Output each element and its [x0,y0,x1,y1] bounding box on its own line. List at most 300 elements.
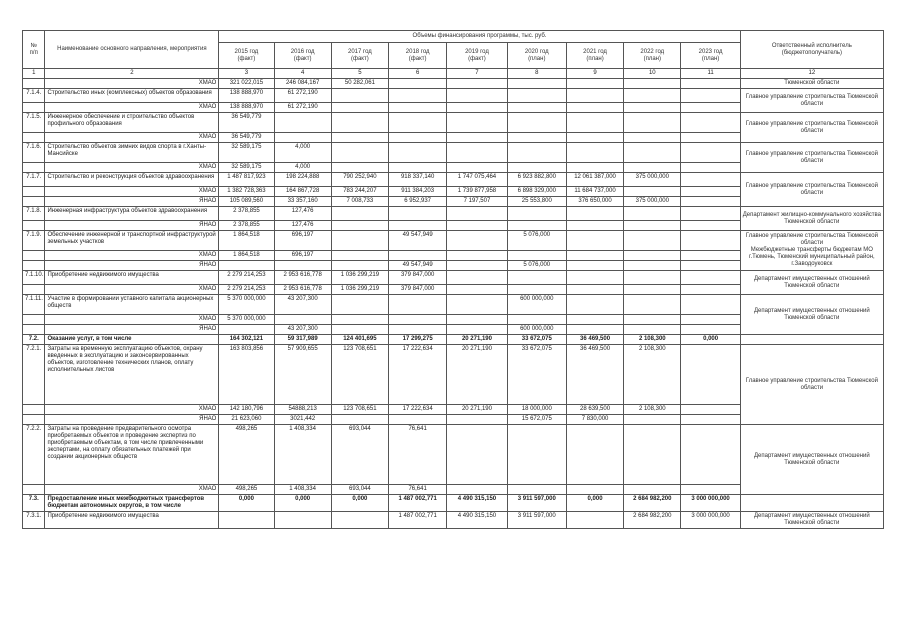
row-number [23,79,45,89]
value-cell [681,187,740,197]
value-cell: 163 803,856 [219,345,274,405]
table-row [23,79,884,89]
region-label: ХМАО [45,251,219,261]
value-cell [566,512,623,529]
value-cell [447,221,507,231]
measure-name: Затраты на проведение предварительного осмотра приобретаемых объектов и проведение экспертиз по приобретаемым объектам, в том числе привлеченными экспертами, на оплату обязательных платежей при создании акционерных обществ [45,425,219,485]
value-cell [389,103,447,113]
value-cell: 693,044 [331,485,388,495]
value-cell [274,512,331,529]
value-cell [507,89,566,103]
header-year: 2021 год (план) [566,43,623,69]
header-executor: Ответственный исполнитель (бюджетополучатель) [740,31,883,69]
value-cell: 57 909,655 [274,345,331,405]
header-year: 2016 год (факт) [274,43,331,69]
measure-name: Инженерное обеспечение и строительство объектов профильного образования [45,113,219,133]
value-cell [624,415,681,425]
value-cell [681,207,740,221]
column-number: 3 [219,69,274,79]
value-cell: 2 108,300 [624,405,681,415]
executor-cell: Департамент имущественных отношений Тюменской области [740,512,883,529]
value-cell: 696,197 [274,231,331,251]
region-label: ХМАО [45,163,219,173]
row-number [23,197,45,207]
header-year: 2020 год (план) [507,43,566,69]
value-cell: 5 076,000 [507,261,566,271]
value-cell: 43 207,300 [274,325,331,335]
measure-name: Строительство иных (комплексных) объектов образования [45,89,219,103]
value-cell [624,143,681,163]
value-cell [274,133,331,143]
column-number: 4 [274,69,331,79]
value-cell: 49 547,949 [389,231,447,251]
value-cell [447,425,507,485]
value-cell: 12 061 387,000 [566,173,623,187]
value-cell [389,221,447,231]
value-cell [331,295,388,315]
value-cell: 7 197,507 [447,197,507,207]
value-cell: 32 589,175 [219,143,274,163]
region-label: ЯНАО [45,221,219,231]
value-cell [681,197,740,207]
table-row [23,207,884,221]
region-label: ЯНАО [45,415,219,425]
value-cell [566,113,623,133]
row-number [23,221,45,231]
value-cell: 198 224,888 [274,173,331,187]
value-cell [219,512,274,529]
row-number: 7.1.9. [23,231,45,251]
value-cell: 2 108,300 [624,335,681,345]
value-cell: 138 888,970 [219,89,274,103]
value-cell: 61 272,190 [274,103,331,113]
executor-cell: Главное управление строительства Тюменской области [740,113,883,143]
region-label: ЯНАО [45,261,219,271]
value-cell: 6 923 882,800 [507,173,566,187]
value-cell: 376 650,000 [566,197,623,207]
value-cell: 43 207,300 [274,295,331,315]
value-cell [274,113,331,133]
value-cell [331,103,388,113]
value-cell [389,325,447,335]
value-cell: 11 684 737,000 [566,187,623,197]
value-cell: 20 271,190 [447,405,507,415]
value-cell [507,207,566,221]
column-number: 2 [45,69,219,79]
value-cell [507,133,566,143]
value-cell [331,133,388,143]
value-cell [624,231,681,251]
value-cell [447,143,507,163]
value-cell: 2 378,855 [219,221,274,231]
value-cell: 1 747 075,464 [447,173,507,187]
executor-cell: Департамент жилищно-коммунального хозяйства Тюменской области [740,207,883,231]
value-cell: 1 382 728,363 [219,187,274,197]
value-cell [389,143,447,163]
region-label: ХМАО [45,103,219,113]
executor-cell: Департамент имущественных отношений Тюменской области [740,271,883,295]
row-number [23,187,45,197]
value-cell: 127,476 [274,207,331,221]
value-cell [447,163,507,173]
value-cell: 379 847,000 [389,285,447,295]
value-cell [331,113,388,133]
value-cell: 32 589,175 [219,163,274,173]
value-cell [274,261,331,271]
value-cell [681,295,740,315]
value-cell: 0,000 [274,495,331,512]
value-cell [447,251,507,261]
value-cell [681,133,740,143]
value-cell: 600 000,000 [507,325,566,335]
value-cell [331,415,388,425]
value-cell [331,231,388,251]
region-label: ЯНАО [45,197,219,207]
value-cell: 1 487 817,923 [219,173,274,187]
value-cell [507,271,566,285]
value-cell [681,345,740,405]
value-cell [566,231,623,251]
value-cell: 6 952,937 [389,197,447,207]
region-label: ХМАО [45,285,219,295]
value-cell [681,231,740,251]
measure-name: Инженерная инфраструктура объектов здравоохранения [45,207,219,221]
value-cell: 600 000,000 [507,295,566,315]
column-number: 8 [507,69,566,79]
value-cell [331,315,388,325]
value-cell [331,221,388,231]
value-cell [681,163,740,173]
value-cell [331,163,388,173]
table-row [23,89,884,103]
value-cell [681,221,740,231]
value-cell [624,295,681,315]
value-cell: 33 672,075 [507,335,566,345]
value-cell: 17 222,634 [389,405,447,415]
value-cell [447,415,507,425]
value-cell: 142 180,796 [219,405,274,415]
value-cell: 164 302,121 [219,335,274,345]
table-row [23,143,884,163]
value-cell: 321 022,015 [219,79,274,89]
value-cell: 3 911 597,000 [507,512,566,529]
value-cell: 1 036 299,219 [331,271,388,285]
value-cell [566,285,623,295]
value-cell: 4 490 315,150 [447,495,507,512]
row-number: 7.1.7. [23,173,45,187]
value-cell [681,173,740,187]
value-cell [566,315,623,325]
value-cell: 1 487 002,771 [389,495,447,512]
value-cell: 15 672,075 [507,415,566,425]
measure-name: Приобретение недвижимого имущества [45,271,219,285]
column-number: 5 [331,69,388,79]
row-number: 7.2.1. [23,345,45,405]
value-cell [389,415,447,425]
header-year: 2015 год (факт) [219,43,274,69]
executor-cell: Главное управление строительства Тюменской области [740,143,883,173]
value-cell: 3021,442 [274,415,331,425]
value-cell: 17 222,634 [389,345,447,405]
value-cell: 105 089,560 [219,197,274,207]
value-cell: 1 487 002,771 [389,512,447,529]
value-cell [447,285,507,295]
value-cell [681,405,740,415]
value-cell: 375 000,000 [624,197,681,207]
value-cell: 50 282,061 [331,79,388,89]
value-cell [624,271,681,285]
table-row [23,335,884,345]
value-cell [566,103,623,113]
value-cell [507,79,566,89]
measure-name: Оказание услуг, в том числе [45,335,219,345]
value-cell: 36 469,500 [566,345,623,405]
value-cell: 0,000 [681,335,740,345]
value-cell [681,261,740,271]
value-cell: 246 084,167 [274,79,331,89]
table-row [23,173,884,187]
value-cell: 4 490 315,150 [447,512,507,529]
executor-cell: Главное управление строительства Тюменской области [740,173,883,207]
value-cell [566,325,623,335]
value-cell: 138 888,970 [219,103,274,113]
table-row [23,512,884,529]
header-funding: Объемы финансирования программы, тыс. руб. [219,31,740,43]
value-cell: 7 830,000 [566,415,623,425]
measure-name: Строительство и реконструкция объектов здравоохранения [45,173,219,187]
value-cell: 1 036 299,219 [331,285,388,295]
measure-name: Обеспечение инженерной и транспортной инфраструктурой земельных участков [45,231,219,251]
value-cell [447,207,507,221]
value-cell [447,103,507,113]
value-cell [624,79,681,89]
row-number [23,133,45,143]
value-cell [624,315,681,325]
value-cell [681,325,740,335]
value-cell: 127,476 [274,221,331,231]
executor-cell [740,495,883,512]
value-cell: 2 953 616,778 [274,271,331,285]
value-cell [624,325,681,335]
value-cell [219,325,274,335]
value-cell [219,261,274,271]
value-cell [447,261,507,271]
value-cell: 33 357,160 [274,197,331,207]
region-label: ЯНАО [45,325,219,335]
row-number: 7.2.2. [23,425,45,485]
value-cell: 36 469,500 [566,335,623,345]
value-cell [566,163,623,173]
value-cell [681,113,740,133]
value-cell [507,285,566,295]
value-cell: 36 549,779 [219,133,274,143]
value-cell: 33 672,075 [507,345,566,405]
value-cell [331,207,388,221]
value-cell [681,79,740,89]
value-cell [566,425,623,485]
row-number: 7.3. [23,495,45,512]
row-number: 7.1.11. [23,295,45,315]
executor-cell: Департамент имущественных отношений Тюменской области [740,295,883,335]
value-cell: 20 271,190 [447,345,507,405]
value-cell [624,163,681,173]
row-number [23,103,45,113]
value-cell [681,285,740,295]
value-cell [681,315,740,325]
value-cell [566,295,623,315]
value-cell [447,79,507,89]
value-cell [447,295,507,315]
value-cell: 25 553,800 [507,197,566,207]
value-cell: 61 272,190 [274,89,331,103]
column-number: 9 [566,69,623,79]
row-number: 7.1.10. [23,271,45,285]
value-cell [681,485,740,495]
value-cell [624,425,681,485]
value-cell [624,89,681,103]
value-cell: 7 008,733 [331,197,388,207]
value-cell [624,485,681,495]
value-cell [624,113,681,133]
row-number [23,415,45,425]
measure-name: Строительство объектов зимних видов спорта в г.Ханты-Мансийске [45,143,219,163]
executor-cell: Департамент имущественных отношений Тюменской области [740,425,883,495]
value-cell: 4,000 [274,163,331,173]
value-cell [566,251,623,261]
executor-cell: Главное управление строительства Тюменской области [740,345,883,425]
column-number: 7 [447,69,507,79]
table-row [23,345,884,405]
value-cell [331,89,388,103]
value-cell [331,512,388,529]
value-cell: 124 401,695 [331,335,388,345]
value-cell: 36 549,779 [219,113,274,133]
value-cell [507,113,566,133]
value-cell [389,113,447,133]
value-cell: 911 384,203 [389,187,447,197]
value-cell: 49 547,949 [389,261,447,271]
value-cell: 2 684 982,200 [624,495,681,512]
region-label: ХМАО [45,405,219,415]
row-number: 7.3.1. [23,512,45,529]
row-number [23,261,45,271]
value-cell [566,79,623,89]
value-cell [389,133,447,143]
row-number: 7.1.4. [23,89,45,103]
executor-cell [740,335,883,345]
value-cell: 0,000 [331,495,388,512]
value-cell [447,89,507,103]
header-number: № п/п [23,31,45,69]
region-label: ХМАО [45,79,219,89]
value-cell: 375 000,000 [624,173,681,187]
value-cell [507,251,566,261]
value-cell [447,315,507,325]
value-cell [389,295,447,315]
value-cell: 1 408,334 [274,425,331,485]
value-cell [447,485,507,495]
value-cell: 1 864,518 [219,231,274,251]
value-cell [681,271,740,285]
value-cell [566,221,623,231]
row-number [23,405,45,415]
value-cell [274,315,331,325]
column-number: 1 [23,69,45,79]
value-cell: 3 911 597,000 [507,495,566,512]
row-number: 7.1.8. [23,207,45,221]
value-cell [331,261,388,271]
region-label: ХМАО [45,485,219,495]
value-cell: 4,000 [274,143,331,163]
value-cell [681,103,740,113]
value-cell: 20 271,190 [447,335,507,345]
value-cell [681,415,740,425]
table-row [23,425,884,485]
value-cell [566,133,623,143]
executor-cell: Главное управление строительства Тюменской области Межбюджетные трансферты бюджетам МО г.Тюмень, Тюменский муниципальный район, г.Заводоуковск [740,231,883,271]
value-cell: 2 684 982,200 [624,512,681,529]
value-cell: 6 898 329,000 [507,187,566,197]
value-cell [566,485,623,495]
value-cell: 498,265 [219,425,274,485]
value-cell [624,103,681,113]
value-cell: 3 000 000,000 [681,512,740,529]
header-year: 2017 год (факт) [331,43,388,69]
table-row [23,271,884,285]
value-cell: 54888,213 [274,405,331,415]
value-cell [331,251,388,261]
value-cell [507,315,566,325]
value-cell: 696,197 [274,251,331,261]
value-cell [447,231,507,251]
value-cell: 2 953 616,778 [274,285,331,295]
value-cell [331,325,388,335]
value-cell [566,207,623,221]
value-cell [389,79,447,89]
table-row [23,495,884,512]
value-cell [566,261,623,271]
value-cell: 0,000 [566,495,623,512]
value-cell: 2 378,855 [219,207,274,221]
row-number [23,251,45,261]
value-cell [331,143,388,163]
value-cell [389,89,447,103]
header-year: 2018 год (факт) [389,43,447,69]
row-number: 7.2. [23,335,45,345]
value-cell [389,163,447,173]
value-cell: 76,641 [389,485,447,495]
measure-name: Затраты на временную эксплуатацию объектов, охрану введенных в эксплуатацию и законсервированных объектов, изготовление технических планов, оплату исполнительных листов [45,345,219,405]
header-year: 2019 год (факт) [447,43,507,69]
value-cell [566,271,623,285]
value-cell [447,271,507,285]
column-number: 11 [681,69,740,79]
value-cell: 59 317,989 [274,335,331,345]
value-cell [681,425,740,485]
header-year: 2023 год (план) [681,43,740,69]
table-row [23,295,884,315]
value-cell [507,485,566,495]
value-cell: 123 708,651 [331,345,388,405]
row-number: 7.1.6. [23,143,45,163]
value-cell: 5 076,000 [507,231,566,251]
value-cell [507,425,566,485]
value-cell: 790 252,940 [331,173,388,187]
value-cell [566,143,623,163]
value-cell: 0,000 [219,495,274,512]
value-cell [624,285,681,295]
value-cell [681,89,740,103]
